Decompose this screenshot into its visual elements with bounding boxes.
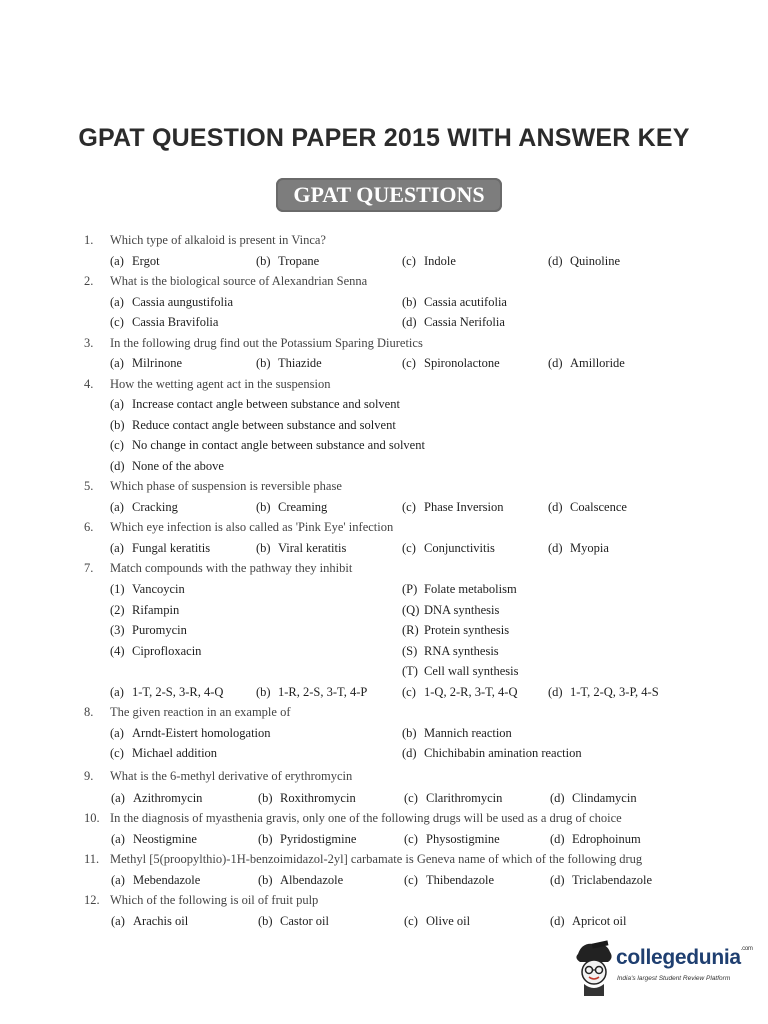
option-text: Ciprofloxacin	[132, 644, 202, 658]
option-label: (b)	[110, 418, 125, 432]
option-label: (d)	[548, 685, 563, 699]
option-text: DNA synthesis	[424, 603, 500, 617]
option-text: Clarithromycin	[426, 791, 503, 805]
option-item	[550, 831, 641, 847]
option-item	[402, 314, 505, 330]
logo-tagline: India's largest Student Review Platform	[617, 975, 731, 982]
option-text: Triclabendazole	[572, 873, 653, 887]
option-item	[110, 745, 217, 761]
option-item	[110, 622, 187, 638]
option-text: Castor oil	[280, 914, 329, 928]
option-label: (4)	[110, 644, 125, 658]
question-text: Which eye infection is also called as 'Pink Eye' infection	[110, 520, 394, 534]
question-text: Which type of alkaloid is present in Vinca?	[110, 233, 326, 247]
option-item	[402, 663, 518, 679]
option-text: Thiazide	[278, 356, 322, 370]
mascot-icon	[570, 940, 616, 996]
option-label: (d)	[548, 356, 563, 370]
option-item	[402, 725, 512, 741]
option-label: (b)	[258, 914, 273, 928]
question-number: 6.	[84, 520, 94, 534]
option-text: Edrophoinum	[572, 832, 641, 846]
question-text: What is the biological source of Alexandrian Senna	[110, 274, 368, 288]
question-text: What is the 6-methyl derivative of erythromycin	[110, 769, 353, 783]
option-label: (3)	[110, 623, 125, 637]
option-text: Cassia Bravifolia	[132, 315, 219, 329]
option-label: (b)	[402, 295, 417, 309]
option-text: Amilloride	[570, 356, 625, 370]
option-text: Roxithromycin	[280, 791, 356, 805]
question-number: 11.	[84, 852, 100, 866]
option-text: Ergot	[132, 254, 160, 268]
question-number: 8.	[84, 705, 94, 719]
question-number: 1.	[84, 233, 94, 247]
option-text: Myopia	[570, 541, 609, 555]
question-text: Match compounds with the pathway they inhibit	[110, 561, 353, 575]
option-item	[402, 602, 499, 618]
option-text: None of the above	[132, 459, 224, 473]
option-label: (d)	[402, 746, 417, 760]
option-item	[402, 253, 456, 269]
option-text: Pyridostigmine	[280, 832, 357, 846]
option-text: Milrinone	[132, 356, 182, 370]
logo-wordmark: collegedunia$^{.com}$	[616, 946, 753, 969]
option-item	[404, 913, 470, 929]
option-label: (b)	[258, 873, 273, 887]
option-label: (a)	[111, 832, 125, 846]
option-label: (a)	[110, 500, 124, 514]
option-text: Mannich reaction	[424, 726, 512, 740]
option-label: (b)	[258, 832, 273, 846]
option-label: (d)	[110, 459, 125, 473]
option-item	[402, 643, 499, 659]
option-item	[258, 831, 356, 847]
option-label: (2)	[110, 603, 125, 617]
option-label: (R)	[402, 623, 419, 637]
option-item	[548, 540, 609, 556]
option-text: 1-R, 2-S, 3-T, 4-P	[278, 685, 368, 699]
option-text: Cracking	[132, 500, 178, 514]
option-item	[110, 253, 160, 269]
option-text: Spironolactone	[424, 356, 500, 370]
question-number: 12.	[84, 893, 100, 907]
option-label: (c)	[402, 685, 416, 699]
option-label: (d)	[550, 832, 565, 846]
option-item	[110, 396, 400, 412]
question-text: In the following drug find out the Potassium Sparing Diuretics	[110, 336, 423, 350]
question-text: How the wetting agent act in the suspension	[110, 377, 331, 391]
option-item	[404, 872, 494, 888]
option-item	[550, 790, 637, 806]
option-text: Increase contact angle between substance and solvent	[132, 397, 400, 411]
option-item	[256, 684, 367, 700]
option-label: (c)	[402, 254, 416, 268]
question-number: 5.	[84, 479, 94, 493]
option-text: RNA synthesis	[424, 644, 499, 658]
option-label: (b)	[256, 685, 271, 699]
option-item	[402, 622, 509, 638]
option-text: Quinoline	[570, 254, 620, 268]
option-label: (T)	[402, 664, 418, 678]
option-label: (c)	[110, 438, 124, 452]
option-item	[548, 355, 625, 371]
option-label: (1)	[110, 582, 125, 596]
option-item	[402, 581, 517, 597]
option-item	[256, 355, 322, 371]
option-item	[258, 872, 343, 888]
option-text: Rifampin	[132, 603, 180, 617]
option-item	[110, 437, 425, 453]
option-label: (d)	[402, 315, 417, 329]
option-label: (a)	[110, 356, 124, 370]
option-label: (d)	[550, 914, 565, 928]
option-label: (Q)	[402, 603, 420, 617]
option-text: Puromycin	[132, 623, 187, 637]
option-item	[256, 540, 346, 556]
option-item	[110, 355, 182, 371]
option-text: Reduce contact angle between substance and solvent	[132, 418, 396, 432]
option-item	[550, 913, 627, 929]
option-text: 1-Q, 2-R, 3-T, 4-Q	[424, 685, 518, 699]
option-text: No change in contact angle between substance and solvent	[132, 438, 425, 452]
option-item	[110, 684, 223, 700]
option-text: 1-T, 2-S, 3-R, 4-Q	[132, 685, 224, 699]
option-item	[402, 745, 582, 761]
option-item	[111, 790, 202, 806]
option-item	[110, 417, 396, 433]
option-label: (b)	[256, 541, 271, 555]
option-item	[402, 540, 495, 556]
option-label: (a)	[110, 397, 124, 411]
question-text: In the diagnosis of myasthenia gravis, only one of the following drugs will be used as a drug of choice	[110, 811, 622, 825]
option-label: (c)	[404, 873, 418, 887]
option-text: Viral keratitis	[278, 541, 347, 555]
option-label: (b)	[256, 500, 271, 514]
question-number: 9.	[84, 769, 94, 783]
question-number: 3.	[84, 336, 94, 350]
option-label: (d)	[550, 791, 565, 805]
option-text: Coalscence	[570, 500, 627, 514]
question-number: 2.	[84, 274, 94, 288]
option-text: Clindamycin	[572, 791, 637, 805]
option-item	[402, 355, 500, 371]
option-label: (c)	[110, 746, 124, 760]
option-label: (P)	[402, 582, 418, 596]
option-item	[111, 913, 188, 929]
option-label: (b)	[402, 726, 417, 740]
option-item	[110, 314, 218, 330]
page-title: GPAT QUESTION PAPER 2015 WITH ANSWER KEY	[78, 124, 690, 152]
option-label: (d)	[548, 541, 563, 555]
option-label: (b)	[256, 254, 271, 268]
option-label: (c)	[402, 356, 416, 370]
option-item	[111, 872, 200, 888]
option-label: (a)	[110, 541, 124, 555]
option-text: Azithromycin	[133, 791, 203, 805]
question-number: 10.	[84, 811, 100, 825]
option-item	[548, 684, 659, 700]
option-text: Neostigmine	[133, 832, 197, 846]
option-item	[550, 872, 652, 888]
option-text: 1-T, 2-Q, 3-P, 4-S	[570, 685, 659, 699]
option-text: Cell wall synthesis	[424, 664, 519, 678]
option-text: Protein synthesis	[424, 623, 510, 637]
option-item	[256, 499, 327, 515]
question-number: 4.	[84, 377, 94, 391]
option-text: Apricot oil	[572, 914, 627, 928]
option-item	[110, 581, 185, 597]
option-item	[110, 725, 271, 741]
option-item	[404, 831, 500, 847]
question-text: The given reaction in an example of	[110, 705, 291, 719]
option-label: (S)	[402, 644, 418, 658]
section-badge: GPAT QUESTIONS	[276, 178, 502, 212]
option-text: Arachis oil	[133, 914, 189, 928]
option-item	[110, 643, 201, 659]
question-text: Which phase of suspension is reversible phase	[110, 479, 342, 493]
option-item	[110, 294, 233, 310]
option-label: (c)	[402, 541, 416, 555]
option-text: Cassia Nerifolia	[424, 315, 505, 329]
option-item	[548, 253, 620, 269]
option-text: Tropane	[278, 254, 320, 268]
option-text: Vancoycin	[132, 582, 185, 596]
option-item	[110, 458, 224, 474]
option-label: (d)	[548, 500, 563, 514]
option-label: (a)	[111, 873, 125, 887]
option-label: (b)	[258, 791, 273, 805]
option-label: (a)	[110, 685, 124, 699]
option-label: (c)	[404, 791, 418, 805]
option-item	[110, 602, 179, 618]
option-label: (a)	[110, 254, 124, 268]
option-item	[404, 790, 502, 806]
option-item	[402, 684, 518, 700]
option-label: (d)	[550, 873, 565, 887]
option-text: Creaming	[278, 500, 328, 514]
option-text: Conjunctivitis	[424, 541, 495, 555]
option-item	[548, 499, 627, 515]
option-item	[402, 499, 504, 515]
option-item	[110, 540, 210, 556]
option-label: (a)	[110, 726, 124, 740]
option-text: Thibendazole	[426, 873, 495, 887]
option-item	[110, 499, 178, 515]
option-item	[256, 253, 319, 269]
option-item	[402, 294, 507, 310]
option-item	[258, 790, 356, 806]
option-label: (a)	[110, 295, 124, 309]
option-text: Chichibabin amination reaction	[424, 746, 582, 760]
option-text: Michael addition	[132, 746, 218, 760]
question-text: Methyl [5(proopylthio)-1H-benzoimidazol-2yl] carbamate is Geneva name of which of the following drug	[110, 852, 643, 866]
option-text: Cassia aungustifolia	[132, 295, 234, 309]
question-text: Which of the following is oil of fruit pulp	[110, 893, 319, 907]
option-label: (a)	[111, 791, 125, 805]
option-text: Indole	[424, 254, 456, 268]
collegedunia-logo	[570, 940, 753, 996]
question-number: 7.	[84, 561, 94, 575]
option-text: Olive oil	[426, 914, 471, 928]
option-text: Arndt-Eistert homologation	[132, 726, 271, 740]
option-item	[258, 913, 329, 929]
option-text: Phase Inversion	[424, 500, 504, 514]
option-text: Albendazole	[280, 873, 344, 887]
option-label: (d)	[548, 254, 563, 268]
option-text: Physostigmine	[426, 832, 500, 846]
option-item	[111, 831, 197, 847]
option-label: (c)	[110, 315, 124, 329]
option-label: (a)	[111, 914, 125, 928]
option-text: Folate metabolism	[424, 582, 517, 596]
option-text: Mebendazole	[133, 873, 201, 887]
option-label: (c)	[402, 500, 416, 514]
option-label: (b)	[256, 356, 271, 370]
option-text: Cassia acutifolia	[424, 295, 507, 309]
option-label: (c)	[404, 914, 418, 928]
option-text: Fungal keratitis	[132, 541, 211, 555]
option-label: (c)	[404, 832, 418, 846]
